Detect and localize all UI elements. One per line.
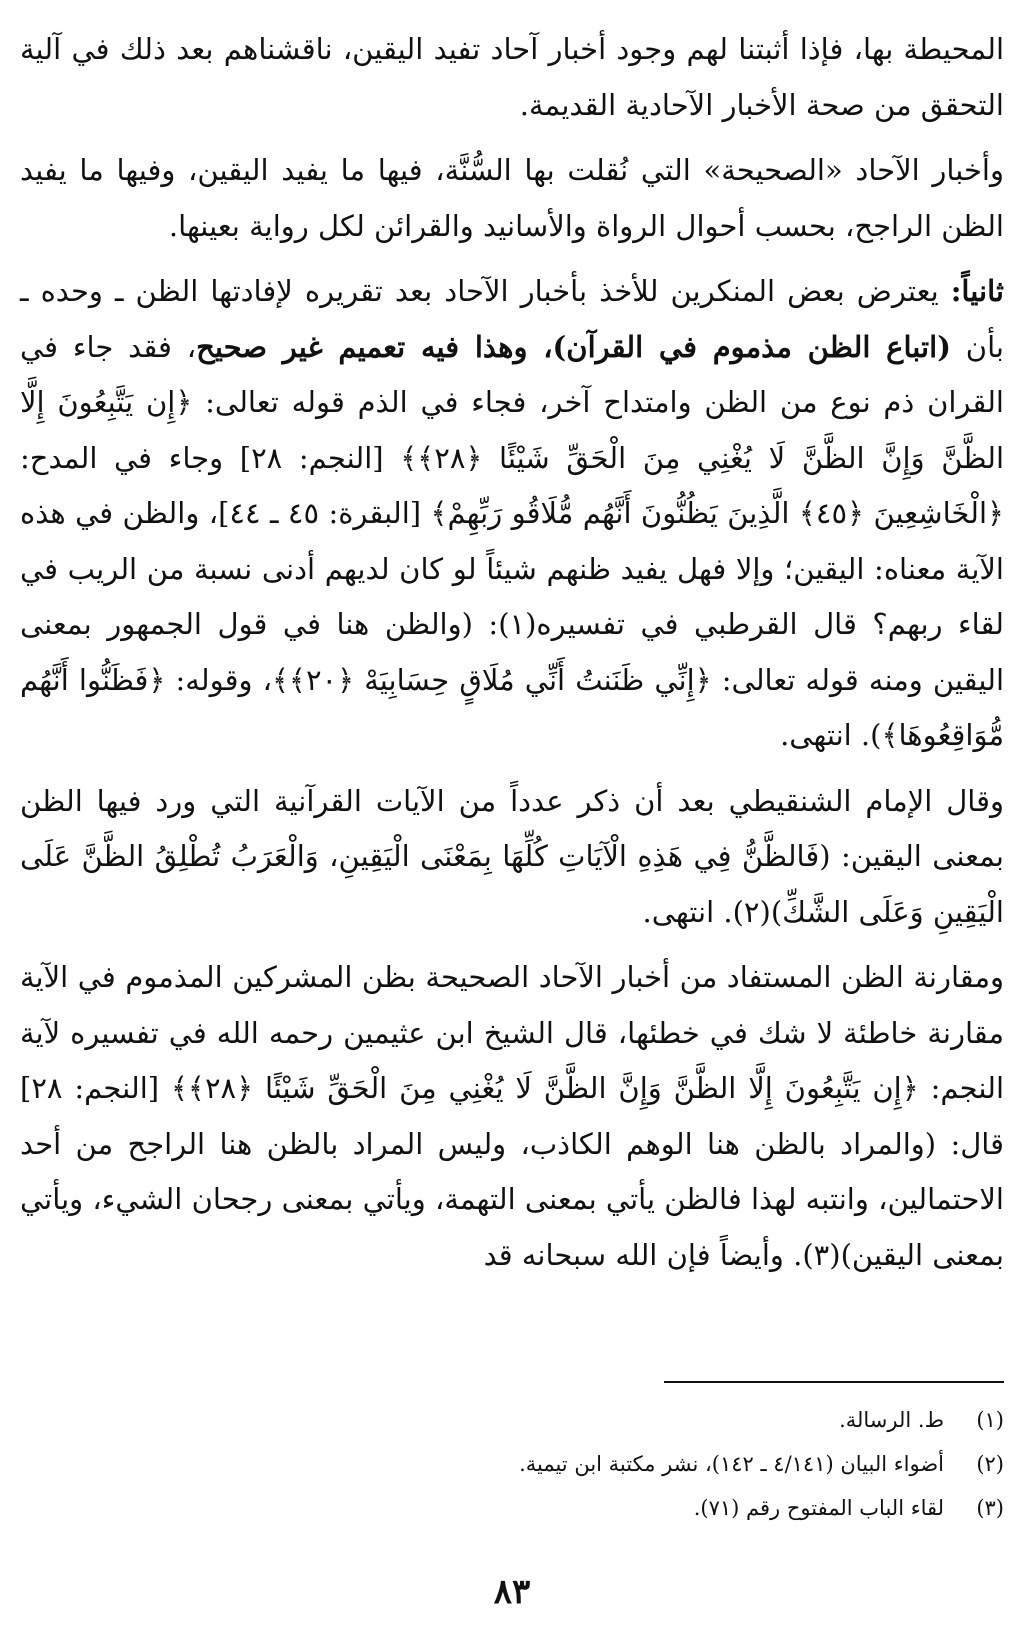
paragraph-2: وأخبار الآحاد «الصحيحة» التي نُقلت بها السُّنَّة، فيها ما يفيد اليقين، وفيها ما يفيد الظن الراجح، بحسب أحوال الرواة والأسانيد والقرائن لكل رواية بعينها.: [20, 153, 1004, 243]
paragraph-4: وقال الإمام الشنقيطي بعد أن ذكر عدداً من الآيات القرآنية التي ورد فيها الظن بمعنى اليقين: (فَالظَّنُّ فِي هَذِهِ الْآيَاتِ كُلِّهَا بِمَعْنَى الْيَقِينِ، وَالْعَرَبُ تُطْلِقُ الظَّنَّ عَلَى الْيَقِينِ وَعَلَى الشَّكِّ)(٢). انتهى.: [20, 783, 1004, 929]
page-number: ٨٣: [493, 1572, 531, 1612]
footnote-1: [20, 1398, 1004, 1442]
footnote-number: (١): [976, 1408, 1004, 1432]
footnote-3: [20, 1486, 1004, 1530]
footnote-text: ط. الرسالة.: [839, 1408, 944, 1432]
footnote-number: (٣): [976, 1496, 1004, 1520]
paragraph-3: [20, 264, 1004, 764]
paragraph-3-lead: ثانياً:: [950, 274, 1004, 308]
footnote-divider: [664, 1381, 1004, 1383]
footnotes: [20, 1398, 1004, 1530]
footnote-text: أضواء البيان (٤/١٤١ ـ ١٤٢)، نشر مكتبة ابن تيمية.: [519, 1452, 944, 1476]
paragraph-1: المحيطة بها، فإذا أثبتنا لهم وجود أخبار آحاد تفيد اليقين، ناقشناهم بعد ذلك في آلية التحقق من صحة الأخبار الآحادية القديمة.: [20, 32, 1004, 122]
paragraph-3-part2: ، فقد جاء في القران ذم نوع من الظن وامتداح آخر، فجاء في الذم قوله تعالى: ﴿إِن يَتَّبِعُونَ إِلَّا الظَّنَّ وَإِنَّ الظَّنَّ لَا يُغْنِي مِنَ الْحَقِّ شَيْئًا ﴿٢٨﴾﴾ [النجم: ٢٨] وجاء في المدح: ﴿الْخَاشِعِينَ ﴿٤٥﴾ الَّذِينَ يَظُنُّونَ أَنَّهُم مُّلَاقُو رَبِّهِمْ﴾ [البقرة: ٤٥ ـ ٤٤]، والظن في هذه الآية معناه: اليقين؛ وإلا فهل يفيد ظنهم شيئاً لو كان لديهم أدنى نسبة من الريب في لقاء ربهم؟ قال القرطبي في تفسيره(١): (والظن هنا في قول الجمهور بمعنى اليقين ومنه قوله تعالى: ﴿إِنِّي ظَنَنتُ أَنِّي مُلَاقٍ حِسَابِيَهْ ﴿٢٠﴾﴾، وقوله: ﴿فَظَنُّوا أَنَّهُم مُّوَاقِعُوهَا﴾). انتهى.: [20, 329, 1005, 752]
paragraph-3-part1: يعترض بعض المنكرين للأخذ بأخبار الآحاد بعد تقريره لإفادتها الظن ـ وحده ـ بأن: [20, 274, 1004, 364]
paragraph-5: ومقارنة الظن المستفاد من أخبار الآحاد الصحيحة بظن المشركين المذموم في الآية مقارنة خاطئة لا شك في خطئها، قال الشيخ ابن عثيمين رحمه الله في تفسيره لآية النجم: ﴿إِن يَتَّبِعُونَ إِلَّا الظَّنَّ وَإِنَّ الظَّنَّ لَا يُغْنِي مِنَ الْحَقِّ شَيْئًا ﴿٢٨﴾﴾ [النجم: ٢٨] قال: (والمراد بالظن هنا الوهم الكاذب، وليس المراد بالظن هنا الراجح من أحد الاحتمالين، وانتبه لهذا فالظن يأتي بمعنى التهمة، ويأتي بمعنى رجحان الشيء، ويأتي بمعنى اليقين)(٣). وأيضاً فإن الله سبحانه قد: [20, 960, 1004, 1272]
paragraph-3-bold: (اتباع الظن مذموم في القرآن)، وهذا فيه تعميم غير صحيح: [196, 329, 951, 364]
footnote-2: [20, 1442, 1004, 1486]
footnote-number: (٢): [976, 1452, 1004, 1476]
footnote-text: لقاء الباب المفتوح رقم (٧١).: [693, 1496, 944, 1520]
